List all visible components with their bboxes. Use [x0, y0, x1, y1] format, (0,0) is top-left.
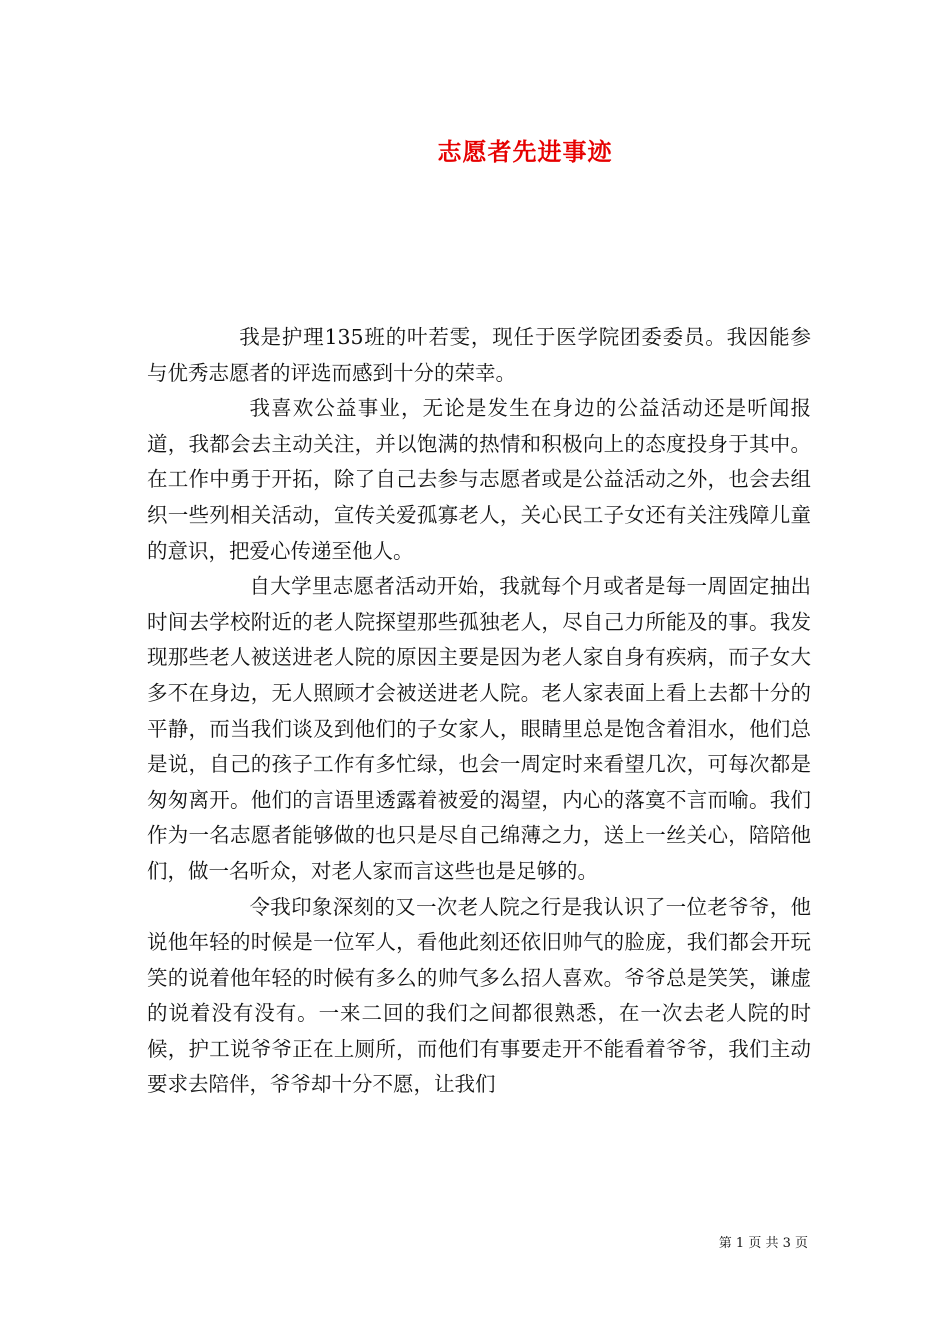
paragraph-2: 我喜欢公益事业，无论是发生在身边的公益活动还是听闻报道，我都会去主动关注，并以饱满的热情和积极向上的态度投身于其中。在工作中勇于开拓，除了自己去参与志愿者或是公益活动之外，也会去组织一些列相关活动，宣传关爱孤寡老人，关心民工子女还有关注残障儿童的意识，把爱心传递至他人。 — [147, 396, 811, 563]
document-body — [147, 320, 811, 1103]
page-footer: 第 1 页 共 3 页 — [718, 1236, 808, 1251]
paragraph-3: 自大学里志愿者活动开始，我就每个月或者是每一周固定抽出时间去学校附近的老人院探望那些孤独老人，尽自己力所能及的事。我发现那些老人被送进老人院的原因主要是因为老人家自身有疾病，而子女大多不在身边，无人照顾才会被送进老人院。老人家表面上看上去都十分的平静，而当我们谈及到他们的子女家人，眼睛里总是饱含着泪水，他们总是说，自己的孩子工作有多忙绿，也会一周定时来看望几次，可每次都是匆匆离开。他们的言语里透露着被爱的渴望，内心的落寞不言而喻。我们作为一名志愿者能够做的也只是尽自己绵薄之力，送上一丝关心，陪陪他们，做一名听众，对老人家而言这些也是足够的。 — [147, 574, 811, 883]
paragraph-4: 令我印象深刻的又一次老人院之行是我认识了一位老爷爷，他说他年轻的时候是一位军人，看他此刻还依旧帅气的脸庞，我们都会开玩笑的说着他年轻的时候有多么的帅气多么招人喜欢。爷爷总是笑笑，谦虚的说着没有没有。一来二回的我们之间都很熟悉，在一次去老人院的时候，护工说爷爷正在上厕所，而他们有事要走开不能看着爷爷，我们主动要求去陪伴，爷爷却十分不愿，让我们 — [147, 894, 811, 1097]
document-title: 志愿者先进事迹 — [437, 137, 613, 166]
paragraph-1: 我是护理135班的叶若雯，现任于医学院团委委员。我因能参与优秀志愿者的评选而感到十分的荣幸。 — [147, 325, 811, 385]
